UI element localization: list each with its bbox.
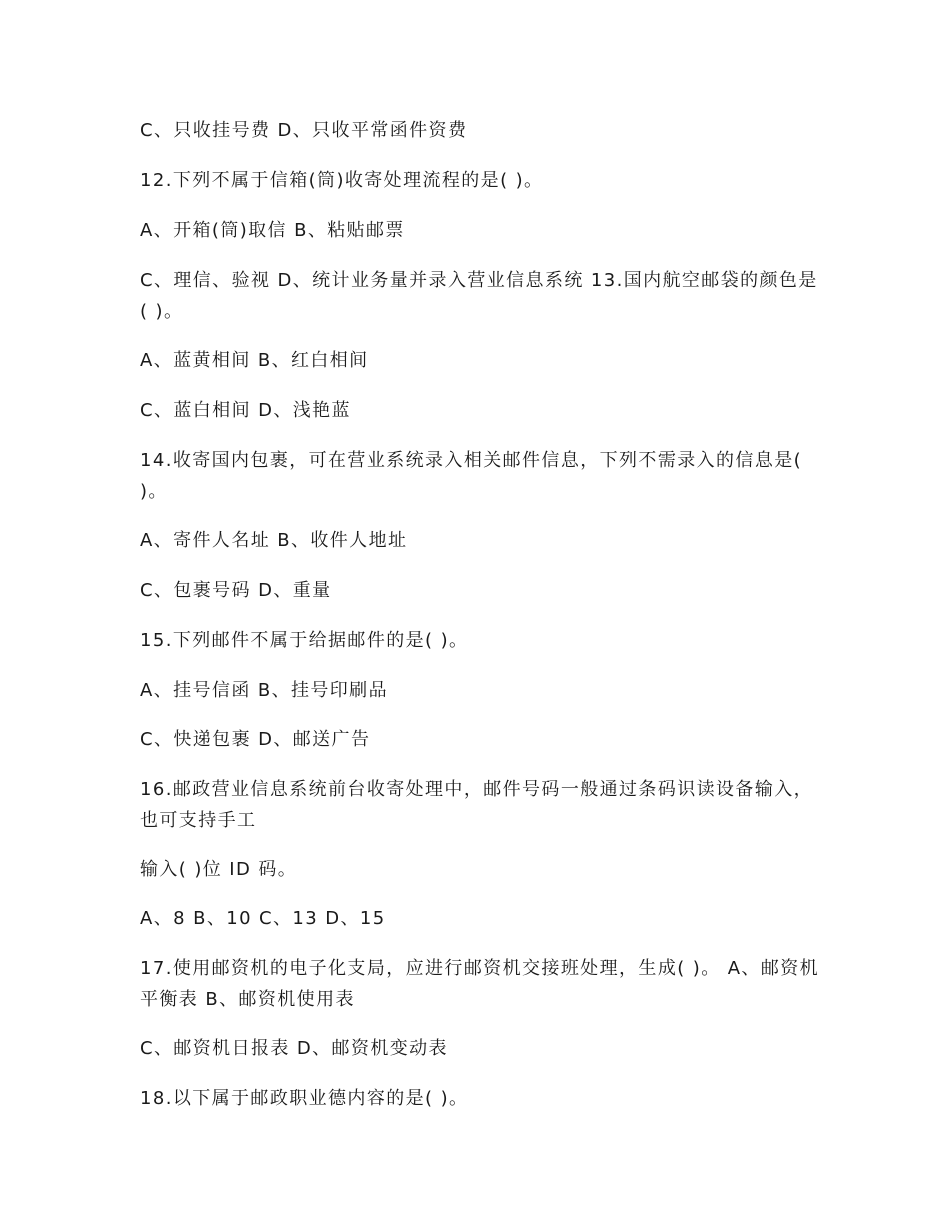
- question-17: 17.使用邮资机的电子化支局，应进行邮资机交接班处理，生成( )。 A、邮资机平衡表 B、邮资机使用表: [140, 958, 820, 1010]
- question-12: 12.下列不属于信箱(筒)收寄处理流程的是( )。: [140, 170, 544, 191]
- answer-options-16: A、8 B、10 C、13 D、15: [140, 908, 386, 929]
- answer-options-12-cd-question-13: C、理信、验视 D、统计业务量并录入营业信息系统 13.国内航空邮袋的颜色是( )。: [140, 270, 818, 322]
- answer-options-15-cd: C、快递包裹 D、邮送广告: [140, 729, 371, 750]
- question-18: 18.以下属于邮政职业德内容的是( )。: [140, 1088, 469, 1109]
- question-16: 16.邮政营业信息系统前台收寄处理中，邮件号码一般通过条码识读设备输入，也可支持手工: [140, 779, 814, 831]
- question-16-continued: 输入( )位 ID 码。: [140, 859, 298, 880]
- answer-options-13-cd: C、蓝白相间 D、浅艳蓝: [140, 400, 351, 421]
- answer-options-17-cd: C、邮资机日报表 D、邮资机变动表: [140, 1038, 448, 1059]
- answer-options-14-ab: A、寄件人名址 B、收件人地址: [140, 530, 408, 551]
- question-14: 14.收寄国内包裹，可在营业系统录入相关邮件信息，下列不需录入的信息是( )。: [140, 450, 803, 502]
- answer-options-12-ab: A、开箱(筒)取信 B、粘贴邮票: [140, 220, 405, 241]
- answer-options-15-ab: A、挂号信函 B、挂号印刷品: [140, 680, 388, 701]
- answer-options-14-cd: C、包裹号码 D、重量: [140, 580, 332, 601]
- answer-options-13-ab: A、蓝黄相间 B、红白相间: [140, 350, 369, 371]
- answer-options-11-cd: C、只收挂号费 D、只收平常函件资费: [140, 120, 468, 141]
- question-15: 15.下列邮件不属于给据邮件的是( )。: [140, 630, 469, 651]
